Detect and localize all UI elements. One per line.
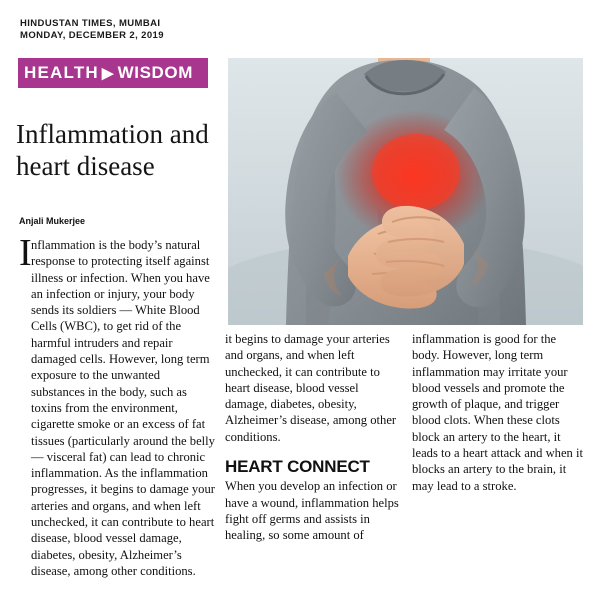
masthead-date: MONDAY, DECEMBER 2, 2019 (20, 30, 164, 41)
drop-cap: I (19, 232, 32, 274)
article-column-1 (19, 232, 215, 579)
section-flag-health-label: HEALTH (24, 63, 99, 82)
article-column-2 (225, 331, 403, 544)
paragraph-1-continued: it begins to damage your arteries and organs, and when left unchecked, it can contribute to heart disease, blood vessel damage, diabetes, obesity, Alzheimer’s disease, among other conditions. (225, 332, 397, 444)
paragraph-2: When you develop an infection or have a wound, inflammation helps fight off germs and assists in healing, so some amount of (225, 479, 399, 543)
paragraph-1: nflammation is the body’s natural response to protecting itself against illness or infection. When you have an infection or injury, your body sends its soldiers — White Blood Cells (WBC), to get rid of the harmful intruders and repair damaged cells. However, long term exposure to the unwanted substances in the body, such as toxins from the environment, cigarette smoke or an excess of fat tissues (particularly around the belly — visceral fat) can lead to chronic inflammation. As the inflammation progresses, it begins to damage your arteries and organs, and when left unchecked, it can contribute to heart disease, blood vessel damage, diabetes, obesity, Alzheimer’s disease, among other conditions. (31, 238, 215, 578)
section-flag-text (18, 63, 193, 83)
chest-pain-illustration (228, 58, 583, 325)
byline: Anjali Mukerjee (19, 216, 86, 226)
triangle-right-icon: ▶ (101, 64, 115, 82)
article-column-3 (412, 331, 584, 494)
article-photo (228, 58, 583, 325)
page-title: Inflammation and heart disease (16, 119, 209, 181)
paragraph-2-continued: inflammation is good for the body. However, long term inflammation may irritate your blood vessels and promote the growth of plaque, and trigger blood clots. When these clots block an artery to the heart, it leads to a heart attack and when it blocks an artery to the brain, it may lead to a stroke. (412, 332, 583, 493)
section-flag (18, 58, 208, 88)
masthead-publication: HINDUSTAN TIMES, MUMBAI (20, 18, 161, 29)
section-subhead: HEART CONNECT (225, 457, 370, 477)
section-flag-wisdom-label: WISDOM (117, 63, 194, 82)
masthead (20, 18, 208, 42)
